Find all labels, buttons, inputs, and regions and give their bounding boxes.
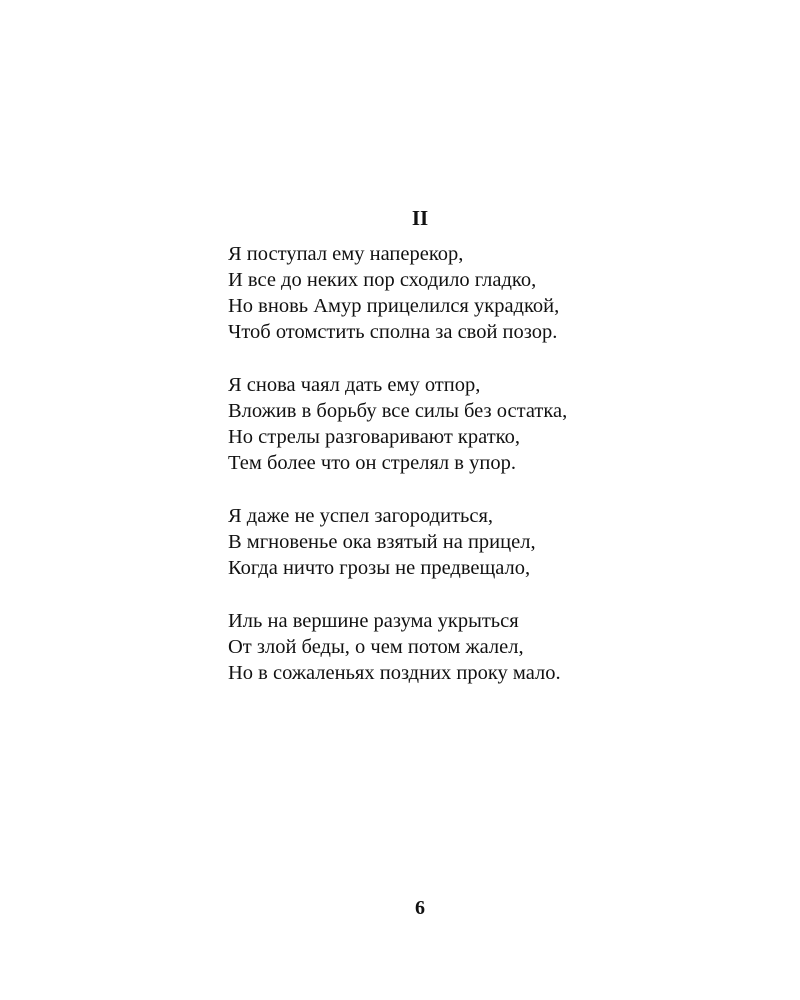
poem-line: Я поступал ему наперекор, xyxy=(228,243,464,265)
poem-line: Когда ничто грозы не предвещало, xyxy=(228,557,531,579)
poem-line: Вложив в борьбу все силы без остатка, xyxy=(228,400,568,422)
poem-line: Чтоб отомстить сполна за свой позор. xyxy=(228,321,558,343)
stanza-4 xyxy=(228,608,748,686)
poem-line: Я снова чаял дать ему отпор, xyxy=(228,374,481,396)
poem-line: Тем более что он стрелял в упор. xyxy=(228,452,516,474)
poem-line: И все до неких пор сходило гладко, xyxy=(228,269,537,291)
page-number: 6 xyxy=(415,897,425,919)
poem xyxy=(228,241,748,713)
poem-line: Иль на вершине разума укрыться xyxy=(228,610,519,632)
poem-line: Но вновь Амур прицелился украдкой, xyxy=(228,295,560,317)
section-numeral: II xyxy=(411,206,429,230)
stanza-3 xyxy=(228,503,748,581)
poem-line: Но стрелы разговаривают кратко, xyxy=(228,426,520,448)
stanza-1 xyxy=(228,241,748,345)
poem-line: От злой беды, о чем потом жалел, xyxy=(228,636,524,658)
poem-line: Я даже не успел загородиться, xyxy=(228,505,494,527)
stanza-2 xyxy=(228,372,748,476)
poem-line: В мгновенье ока взятый на прицел, xyxy=(228,531,536,553)
poem-line: Но в сожаленьях поздних проку мало. xyxy=(228,662,561,684)
